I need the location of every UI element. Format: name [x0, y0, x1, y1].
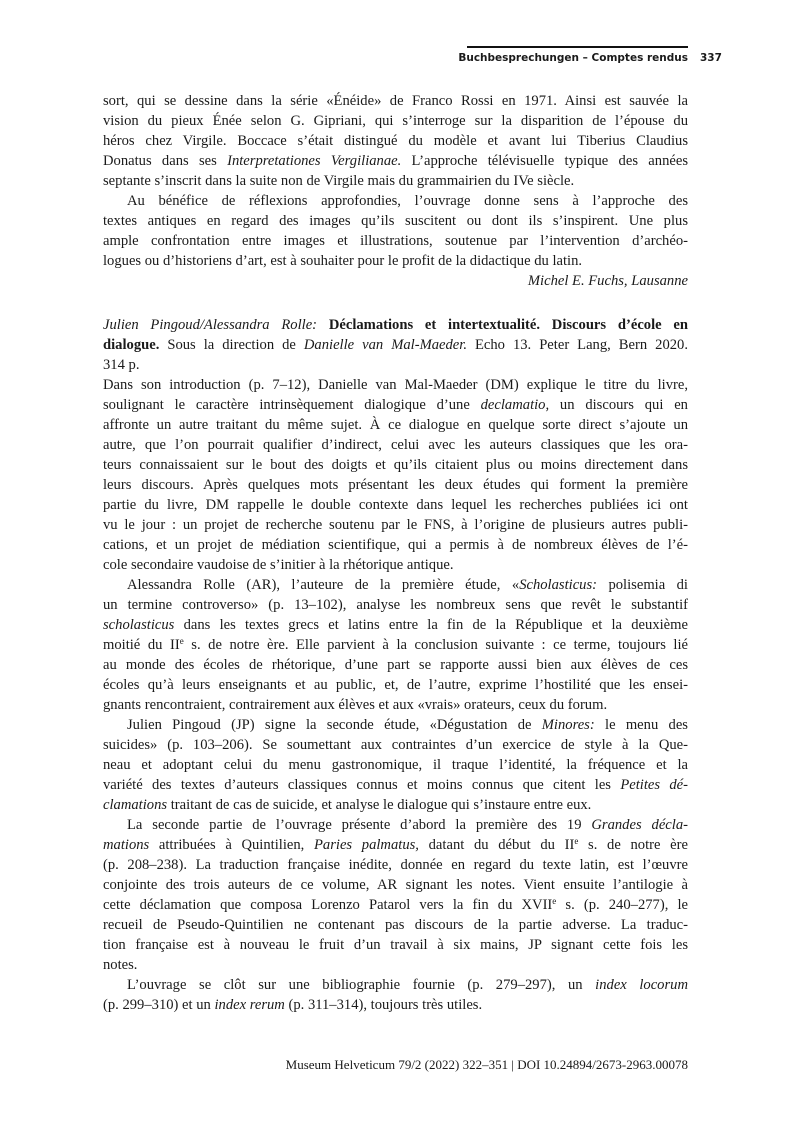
superscript: e [574, 836, 579, 846]
text: héros chez Virgile. Boccace s’était distingué du modèle et avant lui Tiberius Claudius [103, 133, 688, 149]
text: L’ouvrage se clôt sur une bibliographie fournie (p. 279–297), un [127, 977, 596, 993]
text-line [103, 131, 688, 151]
section-gap [103, 291, 688, 315]
text-line [103, 935, 688, 955]
text-line [103, 535, 688, 555]
text-line [103, 191, 688, 211]
page-body [103, 91, 688, 1015]
text-line [103, 655, 688, 675]
text: teurs connaissaient sur le bout des doigts et qu’ils citaient plus ou moins directement dans [103, 457, 688, 473]
text: L’approche télévisuelle typique des années [401, 153, 688, 169]
text: datant du début du II [418, 837, 575, 853]
text-line [103, 271, 688, 291]
text: soulignant le caractère intrinsèquement dialogique d’une [103, 397, 481, 413]
text: ample confrontation entre images et illustrations, soutenue par l’intervention d’archéo- [103, 233, 688, 249]
italic-text: index rerum [214, 997, 285, 1013]
text-line [103, 91, 688, 111]
text-line [103, 855, 688, 875]
text: autre, que l’on pourrait qualifier d’indirect, celui avec les auteurs classiques que les ora- [103, 437, 688, 453]
text: s. de notre ère. Elle parvient à la conclusion suivante : ce terme, toujours lié [183, 637, 689, 653]
italic-text: Minores: [541, 717, 595, 733]
text: s. (p. 240–277), le [556, 897, 688, 913]
text: La seconde partie de l’ouvrage présente d’abord la première des 19 [127, 817, 592, 833]
text: (p. 299–310) et un [103, 997, 215, 1013]
text: logues ou d’historiens d’art, est à souhaiter pour le profit de la didactique du latin. [103, 253, 583, 269]
italic-text: index locorum [595, 977, 688, 993]
text-line [103, 395, 688, 415]
text: moitié du II [103, 637, 180, 653]
text: affronte un autre traitant du même sujet. À ce dialogue en quelque sorte direct s’ajoute un [103, 417, 688, 433]
bold-text: dialogue. [103, 337, 160, 353]
text: recueil de Pseudo-Quintilien ne contenant pas discours de la partie adverse. La traduc- [103, 917, 688, 933]
text-line [103, 695, 688, 715]
text: Donatus dans ses [103, 153, 228, 169]
text-line [103, 315, 688, 335]
superscript: e [552, 896, 557, 906]
text: au monde des écoles de rhétorique, d’une part se rapporte aussi bien aux élèves de ces [103, 657, 688, 673]
text-line [103, 455, 688, 475]
text: vision du pieux Énée selon G. Gipriani, qui s’interroge sur la disparition de l’épouse du [103, 113, 688, 129]
text: écoles qu’à leurs enseignants et au public, et, de l’autre, exprime l’hostilité que les ensei- [103, 677, 688, 693]
text: variété des textes d’auteurs classiques connus et moins connus que citent les [103, 777, 621, 793]
text-line [103, 575, 688, 595]
italic-text: scholasticus [103, 617, 175, 633]
text: neau et adoptant celui du menu gastronomique, il traque l’identité, la fréquence et la [103, 757, 688, 773]
italic-text: Paries palmatus, [314, 837, 419, 853]
running-title: Buchbesprechungen – Comptes rendus [458, 52, 688, 64]
header-rule [467, 46, 688, 48]
text: notes. [103, 957, 138, 973]
text-line [103, 415, 688, 435]
text: sort, qui se dessine dans la série «Énéide» de Franco Rossi en 1971. Ainsi est sauvée la [103, 93, 688, 109]
italic-text: clamations [103, 797, 168, 813]
paragraph [103, 91, 688, 191]
text-line [103, 795, 688, 815]
text: vu le jour : un projet de recherche soutenu par le FNS, à l’origine de plusieurs autres publi- [103, 517, 688, 533]
text: gnants rencontraient, contrairement aux élèves et aux «vrais» orateurs, ceux du forum. [103, 697, 608, 713]
text-line [103, 915, 688, 935]
text-line [103, 815, 688, 835]
text: cole secondaire vaudoise de s’initier à la rhétorique antique. [103, 557, 454, 573]
text-line [103, 875, 688, 895]
text-line [103, 375, 688, 395]
paragraph [103, 575, 688, 715]
paragraph [103, 815, 688, 975]
text-line [103, 475, 688, 495]
text: (p. 208–238). La traduction française inédite, donnée en regard du texte latin, est l’œuvre [103, 857, 688, 873]
review-heading [103, 315, 688, 375]
text-line [103, 355, 688, 375]
italic-text: Petites dé- [620, 777, 688, 793]
text: dans les textes grecs et latins entre la fin de la République et la deuxième [174, 617, 688, 633]
text [317, 317, 329, 333]
text: attribuées à Quintilien, [149, 837, 314, 853]
text-line [103, 495, 688, 515]
text-line [103, 715, 688, 735]
text-line [103, 755, 688, 775]
italic-text: Grandes décla- [591, 817, 688, 833]
text-line [103, 735, 688, 755]
text-line [103, 775, 688, 795]
italic-text: Michel E. Fuchs, Lausanne [527, 273, 688, 289]
text: leurs discours. Après quelques mots présentant les deux études qui forment la première [103, 477, 688, 493]
text: cette déclamation que composa Lorenzo Patarol vers la fin du XVII [103, 897, 553, 913]
text: septante s’inscrit dans la suite non de Virgile mais du grammairien du IVe siècle. [103, 173, 575, 189]
paragraph [103, 191, 688, 271]
text-line [103, 231, 688, 251]
text-line [103, 635, 688, 655]
text-line [103, 211, 688, 231]
text: cations, et un projet de médiation scientifique, qui a permis à de nombreux élèves de l’é- [103, 537, 688, 553]
italic-text: mations [103, 837, 150, 853]
text: partie du livre, DM rappelle le double contexte dans lequel les recherches publiées ici ont [103, 497, 688, 513]
text: un discours qui en [549, 397, 688, 413]
text: (p. 311–314), toujours très utiles. [284, 997, 483, 1013]
text-line [103, 515, 688, 535]
text-line [103, 251, 688, 271]
text: 314 p. [103, 357, 140, 373]
bold-text: Déclamations et intertextualité. Discours d’école en [328, 317, 688, 333]
text: Alessandra Rolle (AR), l’auteure de la première étude, « [127, 577, 520, 593]
text: traitant de cas de suicide, et analyse le dialogue qui s’instaure entre eux. [167, 797, 592, 813]
text-line [103, 995, 688, 1015]
text: textes antiques en regard des images qu’ils suscitent ou dont ils s’inspirent. Une plus [103, 213, 688, 229]
text: Sous la direction de [159, 337, 304, 353]
text-line [103, 835, 688, 855]
text: Au bénéfice de réflexions approfondies, l’ouvrage donne sens à l’approche des [127, 193, 688, 209]
text: Dans son introduction (p. 7–12), Danielle van Mal-Maeder (DM) explique le titre du livre, [103, 377, 688, 393]
italic-text: Danielle van Mal-Maeder. [303, 337, 467, 353]
text: un termine controverso» (p. 13–102), analyse les nombreux sens que revêt le substantif [103, 597, 688, 613]
italic-text: declamatio, [480, 397, 550, 413]
text-line [103, 675, 688, 695]
footer-citation: Museum Helveticum 79/2 (2022) 322–351 | DOI 10.24894/2673-2963.00078 [285, 1057, 688, 1072]
text: tion française est à nouveau le fruit d’un travail à six mains, JP signant cette fois les [103, 937, 688, 953]
paragraph [103, 375, 688, 575]
text: polisemia di [597, 577, 688, 593]
text-line [103, 151, 688, 171]
text: s. de notre ère [578, 837, 688, 853]
text-line [103, 955, 688, 975]
review-signature [103, 271, 688, 291]
text-line [103, 615, 688, 635]
superscript: e [179, 636, 184, 646]
text: conjointe des trois auteurs de ce volume, AR signant les notes. Vient ensuite l’antilogie à [103, 877, 688, 893]
text-line [103, 895, 688, 915]
text-line [103, 555, 688, 575]
text: Julien Pingoud (JP) signe la seconde étude, «Dégustation de [127, 717, 542, 733]
text: Echo 13. Peter Lang, Bern 2020. [466, 337, 688, 353]
page-number: 337 [700, 52, 722, 64]
italic-text: Julien Pingoud/Alessandra Rolle: [103, 317, 318, 333]
text-line [103, 975, 688, 995]
paragraph [103, 975, 688, 1015]
text-line [103, 171, 688, 191]
text-line [103, 335, 688, 355]
text-line [103, 435, 688, 455]
paragraph [103, 715, 688, 815]
italic-text: Interpretationes Vergilianae. [227, 153, 402, 169]
italic-text: Scholasticus: [519, 577, 598, 593]
text: le menu des [594, 717, 688, 733]
text-line [103, 595, 688, 615]
text-line [103, 111, 688, 131]
text: suicides» (p. 103–206). Se soumettant aux contraintes d’un exercice de style à la Que- [103, 737, 688, 753]
